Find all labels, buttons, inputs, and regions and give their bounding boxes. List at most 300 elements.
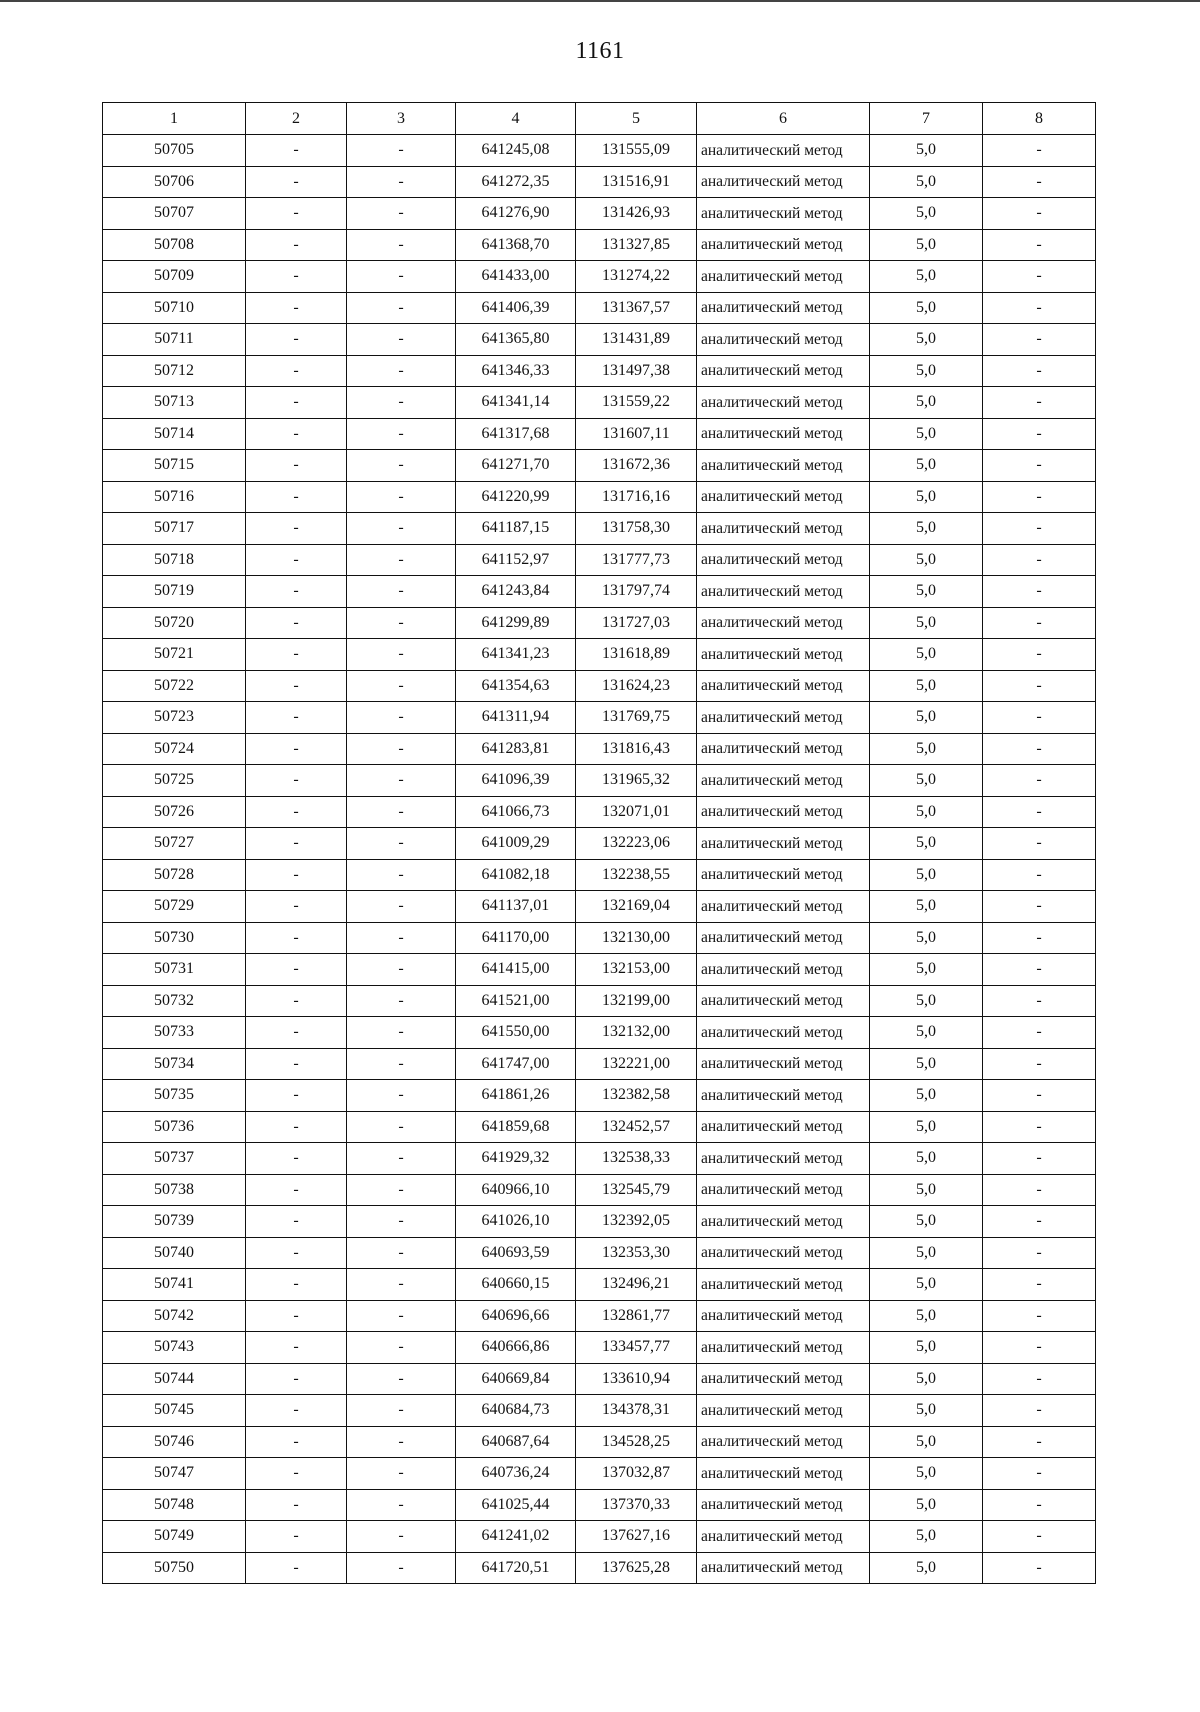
cell-method: аналитический метод: [697, 1174, 870, 1206]
cell-accuracy: 5,0: [870, 135, 983, 167]
cell-col3-value: -: [347, 1489, 456, 1521]
cell-method: аналитический метод: [697, 135, 870, 167]
cell-accuracy: 5,0: [870, 1458, 983, 1490]
cell-accuracy: 5,0: [870, 1237, 983, 1269]
cell-col3-value: -: [347, 1048, 456, 1080]
cell-col2-value: -: [246, 1395, 347, 1427]
cell-coord-y: 131769,75: [576, 702, 697, 734]
cell-point-number: 50709: [103, 261, 246, 293]
cell-method: аналитический метод: [697, 324, 870, 356]
cell-coord-y: 132538,33: [576, 1143, 697, 1175]
cell-method: аналитический метод: [697, 954, 870, 986]
table-row: [103, 135, 1096, 167]
cell-col8-value: -: [983, 1206, 1096, 1238]
cell-coord-y: 131274,22: [576, 261, 697, 293]
cell-point-number: 50739: [103, 1206, 246, 1238]
cell-accuracy: 5,0: [870, 1489, 983, 1521]
cell-point-number: 50710: [103, 292, 246, 324]
cell-col8-value: -: [983, 1080, 1096, 1112]
cell-method: аналитический метод: [697, 229, 870, 261]
cell-accuracy: 5,0: [870, 670, 983, 702]
cell-coord-x: 641929,32: [456, 1143, 576, 1175]
cell-method: аналитический метод: [697, 859, 870, 891]
cell-col3-value: -: [347, 1269, 456, 1301]
cell-coord-y: 133457,77: [576, 1332, 697, 1364]
table-row: [103, 576, 1096, 608]
cell-col3-value: -: [347, 639, 456, 671]
cell-accuracy: 5,0: [870, 1080, 983, 1112]
cell-accuracy: 5,0: [870, 1300, 983, 1332]
table-row: [103, 1206, 1096, 1238]
cell-col8-value: -: [983, 954, 1096, 986]
cell-coord-y: 133610,94: [576, 1363, 697, 1395]
cell-col8-value: -: [983, 1174, 1096, 1206]
cell-col2-value: -: [246, 796, 347, 828]
cell-col8-value: -: [983, 198, 1096, 230]
cell-coord-x: 641415,00: [456, 954, 576, 986]
cell-coord-x: 641271,70: [456, 450, 576, 482]
cell-col8-value: -: [983, 1363, 1096, 1395]
cell-accuracy: 5,0: [870, 324, 983, 356]
cell-col2-value: -: [246, 954, 347, 986]
cell-col3-value: -: [347, 1080, 456, 1112]
cell-col8-value: -: [983, 1458, 1096, 1490]
cell-coord-y: 134378,31: [576, 1395, 697, 1427]
cell-col3-value: -: [347, 1426, 456, 1458]
cell-coord-y: 131607,11: [576, 418, 697, 450]
cell-point-number: 50706: [103, 166, 246, 198]
cell-coord-y: 132223,06: [576, 828, 697, 860]
cell-col3-value: -: [347, 1521, 456, 1553]
cell-coord-y: 132353,30: [576, 1237, 697, 1269]
cell-accuracy: 5,0: [870, 261, 983, 293]
cell-col3-value: -: [347, 1237, 456, 1269]
cell-col3-value: -: [347, 544, 456, 576]
cell-coord-y: 132221,00: [576, 1048, 697, 1080]
cell-point-number: 50738: [103, 1174, 246, 1206]
cell-coord-x: 641346,33: [456, 355, 576, 387]
cell-method: аналитический метод: [697, 1111, 870, 1143]
cell-method: аналитический метод: [697, 1143, 870, 1175]
cell-accuracy: 5,0: [870, 891, 983, 923]
cell-point-number: 50733: [103, 1017, 246, 1049]
cell-col2-value: -: [246, 1489, 347, 1521]
table-row: [103, 891, 1096, 923]
cell-col3-value: -: [347, 324, 456, 356]
cell-accuracy: 5,0: [870, 292, 983, 324]
cell-col3-value: -: [347, 1143, 456, 1175]
cell-col2-value: -: [246, 229, 347, 261]
cell-coord-x: 640736,24: [456, 1458, 576, 1490]
cell-point-number: 50744: [103, 1363, 246, 1395]
cell-col2-value: -: [246, 513, 347, 545]
cell-point-number: 50722: [103, 670, 246, 702]
table-row: [103, 859, 1096, 891]
cell-col2-value: -: [246, 1300, 347, 1332]
cell-coord-x: 641025,44: [456, 1489, 576, 1521]
cell-col2-value: -: [246, 418, 347, 450]
cell-coord-x: 641299,89: [456, 607, 576, 639]
cell-method: аналитический метод: [697, 922, 870, 954]
cell-col2-value: -: [246, 1363, 347, 1395]
cell-col8-value: -: [983, 1332, 1096, 1364]
cell-method: аналитический метод: [697, 1552, 870, 1584]
cell-col8-value: -: [983, 1269, 1096, 1301]
cell-point-number: 50729: [103, 891, 246, 923]
cell-accuracy: 5,0: [870, 607, 983, 639]
cell-coord-x: 641245,08: [456, 135, 576, 167]
cell-col2-value: -: [246, 639, 347, 671]
cell-col3-value: -: [347, 450, 456, 482]
cell-method: аналитический метод: [697, 292, 870, 324]
cell-accuracy: 5,0: [870, 796, 983, 828]
cell-method: аналитический метод: [697, 639, 870, 671]
cell-coord-x: 641283,81: [456, 733, 576, 765]
cell-accuracy: 5,0: [870, 1174, 983, 1206]
cell-method: аналитический метод: [697, 1048, 870, 1080]
cell-method: аналитический метод: [697, 198, 870, 230]
cell-accuracy: 5,0: [870, 1111, 983, 1143]
cell-coord-x: 640684,73: [456, 1395, 576, 1427]
cell-accuracy: 5,0: [870, 229, 983, 261]
table-row: [103, 198, 1096, 230]
cell-point-number: 50746: [103, 1426, 246, 1458]
cell-coord-y: 131965,32: [576, 765, 697, 797]
cell-coord-x: 640693,59: [456, 1237, 576, 1269]
cell-coord-y: 137625,28: [576, 1552, 697, 1584]
cell-method: аналитический метод: [697, 481, 870, 513]
cell-method: аналитический метод: [697, 1269, 870, 1301]
cell-col3-value: -: [347, 166, 456, 198]
cell-coord-y: 131727,03: [576, 607, 697, 639]
cell-coord-x: 641066,73: [456, 796, 576, 828]
cell-accuracy: 5,0: [870, 922, 983, 954]
cell-col8-value: -: [983, 324, 1096, 356]
cell-coord-x: 641720,51: [456, 1552, 576, 1584]
cell-point-number: 50727: [103, 828, 246, 860]
cell-col2-value: -: [246, 1332, 347, 1364]
cell-col2-value: -: [246, 1237, 347, 1269]
cell-col3-value: -: [347, 670, 456, 702]
table-row: [103, 324, 1096, 356]
cell-col8-value: -: [983, 229, 1096, 261]
cell-method: аналитический метод: [697, 765, 870, 797]
cell-coord-y: 132130,00: [576, 922, 697, 954]
cell-col3-value: -: [347, 607, 456, 639]
cell-col8-value: -: [983, 387, 1096, 419]
cell-method: аналитический метод: [697, 1426, 870, 1458]
cell-col3-value: -: [347, 1017, 456, 1049]
cell-col2-value: -: [246, 481, 347, 513]
cell-accuracy: 5,0: [870, 355, 983, 387]
cell-col2-value: -: [246, 1111, 347, 1143]
cell-col3-value: -: [347, 985, 456, 1017]
cell-col8-value: -: [983, 1395, 1096, 1427]
cell-method: аналитический метод: [697, 1206, 870, 1238]
cell-point-number: 50708: [103, 229, 246, 261]
cell-col2-value: -: [246, 765, 347, 797]
cell-coord-y: 131716,16: [576, 481, 697, 513]
cell-coord-y: 132169,04: [576, 891, 697, 923]
cell-coord-y: 131327,85: [576, 229, 697, 261]
cell-point-number: 50726: [103, 796, 246, 828]
cell-col2-value: -: [246, 324, 347, 356]
cell-coord-y: 132153,00: [576, 954, 697, 986]
table-row: [103, 481, 1096, 513]
cell-accuracy: 5,0: [870, 733, 983, 765]
cell-accuracy: 5,0: [870, 1363, 983, 1395]
cell-col3-value: -: [347, 387, 456, 419]
cell-point-number: 50748: [103, 1489, 246, 1521]
cell-col2-value: -: [246, 544, 347, 576]
cell-accuracy: 5,0: [870, 639, 983, 671]
table-row: [103, 1048, 1096, 1080]
cell-method: аналитический метод: [697, 418, 870, 450]
table-row: [103, 1552, 1096, 1584]
cell-point-number: 50736: [103, 1111, 246, 1143]
cell-accuracy: 5,0: [870, 765, 983, 797]
cell-point-number: 50750: [103, 1552, 246, 1584]
cell-point-number: 50737: [103, 1143, 246, 1175]
cell-accuracy: 5,0: [870, 576, 983, 608]
cell-method: аналитический метод: [697, 1489, 870, 1521]
cell-coord-y: 132392,05: [576, 1206, 697, 1238]
cell-coord-y: 131516,91: [576, 166, 697, 198]
cell-coord-x: 640696,66: [456, 1300, 576, 1332]
cell-accuracy: 5,0: [870, 387, 983, 419]
cell-coord-y: 132199,00: [576, 985, 697, 1017]
cell-col3-value: -: [347, 1395, 456, 1427]
cell-method: аналитический метод: [697, 1332, 870, 1364]
cell-method: аналитический метод: [697, 544, 870, 576]
cell-coord-x: 641170,00: [456, 922, 576, 954]
cell-col2-value: -: [246, 1174, 347, 1206]
cell-col2-value: -: [246, 387, 347, 419]
cell-col2-value: -: [246, 198, 347, 230]
cell-coord-y: 131777,73: [576, 544, 697, 576]
table-row: [103, 922, 1096, 954]
cell-col8-value: -: [983, 796, 1096, 828]
cell-accuracy: 5,0: [870, 1521, 983, 1553]
cell-col8-value: -: [983, 1111, 1096, 1143]
column-header: 8: [983, 103, 1096, 135]
cell-coord-y: 137627,16: [576, 1521, 697, 1553]
cell-col3-value: -: [347, 733, 456, 765]
cell-method: аналитический метод: [697, 166, 870, 198]
table-row: [103, 828, 1096, 860]
cell-coord-y: 131431,89: [576, 324, 697, 356]
cell-coord-y: 132238,55: [576, 859, 697, 891]
cell-point-number: 50720: [103, 607, 246, 639]
cell-point-number: 50728: [103, 859, 246, 891]
cell-point-number: 50743: [103, 1332, 246, 1364]
cell-point-number: 50745: [103, 1395, 246, 1427]
cell-accuracy: 5,0: [870, 450, 983, 482]
cell-coord-y: 137032,87: [576, 1458, 697, 1490]
cell-coord-x: 641550,00: [456, 1017, 576, 1049]
cell-point-number: 50731: [103, 954, 246, 986]
cell-col2-value: -: [246, 733, 347, 765]
table-row: [103, 1300, 1096, 1332]
cell-col8-value: -: [983, 1426, 1096, 1458]
cell-point-number: 50719: [103, 576, 246, 608]
cell-coord-y: 132452,57: [576, 1111, 697, 1143]
cell-col3-value: -: [347, 198, 456, 230]
cell-coord-x: 641311,94: [456, 702, 576, 734]
cell-method: аналитический метод: [697, 1458, 870, 1490]
table-row: [103, 1489, 1096, 1521]
cell-point-number: 50732: [103, 985, 246, 1017]
cell-point-number: 50749: [103, 1521, 246, 1553]
cell-point-number: 50723: [103, 702, 246, 734]
cell-accuracy: 5,0: [870, 1332, 983, 1364]
table-row: [103, 1111, 1096, 1143]
cell-method: аналитический метод: [697, 513, 870, 545]
table-row: [103, 1521, 1096, 1553]
coordinates-table: [102, 102, 1096, 1584]
cell-accuracy: 5,0: [870, 702, 983, 734]
cell-coord-y: 132545,79: [576, 1174, 697, 1206]
cell-col2-value: -: [246, 1458, 347, 1490]
cell-col8-value: -: [983, 1048, 1096, 1080]
table-row: [103, 1363, 1096, 1395]
cell-col2-value: -: [246, 1048, 347, 1080]
cell-coord-y: 131367,57: [576, 292, 697, 324]
cell-method: аналитический метод: [697, 1080, 870, 1112]
table-row: [103, 607, 1096, 639]
cell-method: аналитический метод: [697, 1237, 870, 1269]
cell-coord-x: 641317,68: [456, 418, 576, 450]
cell-col2-value: -: [246, 135, 347, 167]
table-row: [103, 166, 1096, 198]
cell-col8-value: -: [983, 891, 1096, 923]
cell-col3-value: -: [347, 1300, 456, 1332]
cell-col8-value: -: [983, 607, 1096, 639]
cell-point-number: 50716: [103, 481, 246, 513]
cell-point-number: 50741: [103, 1269, 246, 1301]
cell-coord-y: 132496,21: [576, 1269, 697, 1301]
cell-coord-x: 641243,84: [456, 576, 576, 608]
cell-point-number: 50742: [103, 1300, 246, 1332]
cell-col2-value: -: [246, 859, 347, 891]
cell-method: аналитический метод: [697, 1363, 870, 1395]
table-row: [103, 670, 1096, 702]
cell-coord-x: 640660,15: [456, 1269, 576, 1301]
cell-col3-value: -: [347, 765, 456, 797]
cell-method: аналитический метод: [697, 702, 870, 734]
column-header: 6: [697, 103, 870, 135]
cell-coord-x: 641187,15: [456, 513, 576, 545]
table-row: [103, 450, 1096, 482]
table-row: [103, 639, 1096, 671]
cell-col8-value: -: [983, 292, 1096, 324]
cell-coord-x: 641272,35: [456, 166, 576, 198]
cell-accuracy: 5,0: [870, 859, 983, 891]
cell-coord-y: 131426,93: [576, 198, 697, 230]
cell-col2-value: -: [246, 1269, 347, 1301]
cell-point-number: 50705: [103, 135, 246, 167]
cell-coord-x: 641859,68: [456, 1111, 576, 1143]
cell-point-number: 50734: [103, 1048, 246, 1080]
cell-coord-y: 131618,89: [576, 639, 697, 671]
cell-point-number: 50707: [103, 198, 246, 230]
cell-col8-value: -: [983, 418, 1096, 450]
cell-col2-value: -: [246, 828, 347, 860]
cell-col3-value: -: [347, 891, 456, 923]
table-row: [103, 418, 1096, 450]
cell-accuracy: 5,0: [870, 544, 983, 576]
cell-coord-y: 132861,77: [576, 1300, 697, 1332]
cell-col8-value: -: [983, 450, 1096, 482]
cell-coord-x: 640669,84: [456, 1363, 576, 1395]
cell-method: аналитический метод: [697, 576, 870, 608]
cell-col2-value: -: [246, 576, 347, 608]
cell-col2-value: -: [246, 1552, 347, 1584]
cell-col8-value: -: [983, 261, 1096, 293]
cell-coord-y: 131758,30: [576, 513, 697, 545]
cell-col2-value: -: [246, 1426, 347, 1458]
cell-col2-value: -: [246, 1521, 347, 1553]
cell-coord-x: 641137,01: [456, 891, 576, 923]
cell-col8-value: -: [983, 985, 1096, 1017]
column-header: 2: [246, 103, 347, 135]
cell-col3-value: -: [347, 859, 456, 891]
cell-col8-value: -: [983, 1143, 1096, 1175]
cell-col3-value: -: [347, 355, 456, 387]
cell-coord-y: 134528,25: [576, 1426, 697, 1458]
cell-col2-value: -: [246, 166, 347, 198]
cell-accuracy: 5,0: [870, 828, 983, 860]
cell-col2-value: -: [246, 355, 347, 387]
cell-col3-value: -: [347, 702, 456, 734]
cell-accuracy: 5,0: [870, 513, 983, 545]
cell-point-number: 50721: [103, 639, 246, 671]
cell-accuracy: 5,0: [870, 198, 983, 230]
cell-col3-value: -: [347, 1552, 456, 1584]
cell-col8-value: -: [983, 670, 1096, 702]
cell-coord-x: 640966,10: [456, 1174, 576, 1206]
cell-coord-x: 640687,64: [456, 1426, 576, 1458]
cell-col8-value: -: [983, 1237, 1096, 1269]
cell-col2-value: -: [246, 1143, 347, 1175]
cell-point-number: 50730: [103, 922, 246, 954]
cell-coord-x: 641009,29: [456, 828, 576, 860]
cell-col2-value: -: [246, 670, 347, 702]
table-row: [103, 387, 1096, 419]
table-row: [103, 1458, 1096, 1490]
cell-col8-value: -: [983, 765, 1096, 797]
cell-col3-value: -: [347, 481, 456, 513]
cell-point-number: 50713: [103, 387, 246, 419]
cell-coord-y: 132132,00: [576, 1017, 697, 1049]
cell-col3-value: -: [347, 796, 456, 828]
cell-col3-value: -: [347, 1363, 456, 1395]
cell-method: аналитический метод: [697, 796, 870, 828]
column-header: 4: [456, 103, 576, 135]
cell-method: аналитический метод: [697, 733, 870, 765]
cell-point-number: 50711: [103, 324, 246, 356]
cell-method: аналитический метод: [697, 387, 870, 419]
table-header-row: [103, 103, 1096, 135]
cell-col2-value: -: [246, 261, 347, 293]
cell-col8-value: -: [983, 1521, 1096, 1553]
cell-col8-value: -: [983, 733, 1096, 765]
cell-coord-y: 131555,09: [576, 135, 697, 167]
cell-method: аналитический метод: [697, 670, 870, 702]
cell-col3-value: -: [347, 1174, 456, 1206]
cell-method: аналитический метод: [697, 355, 870, 387]
cell-col8-value: -: [983, 828, 1096, 860]
